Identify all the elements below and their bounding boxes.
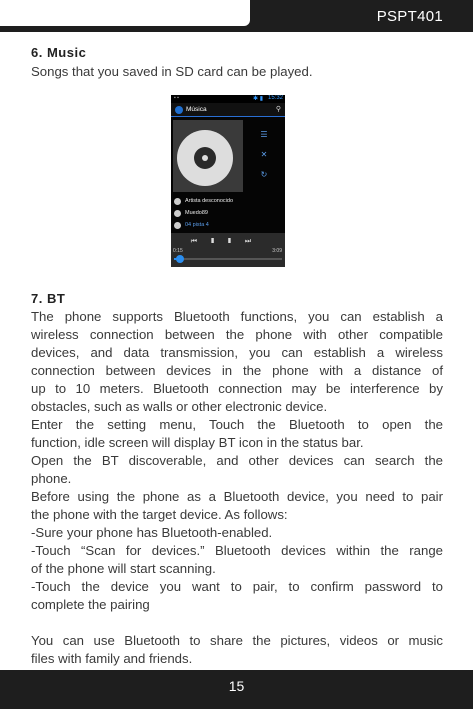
page-number: 15 — [228, 678, 245, 694]
music-text: Songs that you saved in SD card can be played. — [31, 64, 313, 79]
bt-step-3-line-2: complete the pairing — [31, 597, 150, 612]
bt-p1-line-5: up to 10 meters. Bluetooth connection may be interference by — [31, 381, 443, 396]
bt-p1-line-2: wireless connection between the phone with other compatible — [31, 327, 443, 342]
model-name: PSPT401 — [376, 8, 443, 25]
bt-p2-line-2: function, idle screen will display BT icon in the status bar. — [31, 435, 364, 450]
note-icon — [174, 222, 181, 229]
playlist-icon[interactable]: ☰ — [260, 130, 268, 139]
header-bar — [0, 0, 473, 32]
bt-step-2-line-2: of the phone will start scanning. — [31, 561, 216, 576]
bt-p3-line-1: Open the BT discoverable, and other devices can search the — [31, 453, 443, 468]
disc-icon — [177, 130, 233, 186]
next-icon[interactable]: ⏭ — [244, 238, 266, 245]
bt-p5-line-2: files with family and friends. — [31, 651, 193, 666]
phone-screenshot — [171, 95, 285, 267]
progress-knob[interactable] — [176, 255, 184, 263]
bt-p1-line-6: obstacles, such as walls or other electronic device. — [31, 399, 328, 414]
phone-status-bar — [171, 95, 285, 103]
bt-p3-line-2: phone. — [31, 471, 72, 486]
bt-p1-line-3: devices, and data transmission, you can establish a wireless — [31, 345, 443, 360]
total-time: 3:09 — [272, 248, 282, 254]
bt-p2-line-1: Enter the setting menu, Touch the Bluetooth to open the — [31, 417, 443, 432]
signal-icon: ✱ ▮ — [253, 96, 263, 102]
microphone-icon — [174, 198, 181, 205]
bt-p1-line-4: connection between devices in the phone with a distance of — [31, 363, 443, 378]
previous-icon[interactable]: ⏮ — [190, 238, 212, 245]
header-tab — [0, 0, 250, 26]
bt-p4-line-2: the phone with the target device. As follows: — [31, 507, 288, 522]
track-label: 04 pista 4 — [185, 222, 209, 228]
notification-icon: ▪ ▪ — [174, 95, 179, 101]
album-label: Muedo89 — [185, 210, 208, 216]
app-title: Música — [186, 106, 207, 113]
pause-icon[interactable]: ❚❚ — [211, 238, 245, 245]
repeat-icon[interactable]: ↻ — [260, 170, 268, 179]
bt-step-1: -Sure your phone has Bluetooth-enabled. — [31, 525, 273, 540]
playback-controls — [171, 233, 285, 267]
elapsed-time: 0:15 — [173, 248, 183, 254]
artist-label: Artista desconocido — [185, 198, 233, 204]
music-app-icon — [175, 106, 183, 114]
bt-heading: 7. BT — [31, 291, 66, 306]
album-row — [171, 208, 285, 219]
bt-p5-line-1: You can use Bluetooth to share the pictures, videos or music — [31, 633, 443, 648]
album-icon — [174, 210, 181, 217]
status-time: 15:32 — [267, 95, 283, 101]
search-icon[interactable]: ⚲ — [275, 106, 281, 113]
album-art — [173, 120, 243, 192]
bt-p1-line-1: The phone supports Bluetooth functions, you can establish a — [31, 309, 443, 324]
track-row — [171, 220, 285, 231]
artist-row — [171, 196, 285, 207]
music-app-bar — [171, 103, 285, 117]
bt-step-3-line-1: -Touch the device you want to pair, to confirm password to — [31, 579, 443, 594]
progress-track[interactable] — [174, 258, 282, 260]
shuffle-icon[interactable]: ✕ — [260, 150, 268, 159]
music-heading: 6. Music — [31, 45, 87, 60]
footer-bar — [0, 670, 473, 709]
side-controls — [251, 125, 277, 185]
bt-step-2-line-1: -Touch “Scan for devices.” Bluetooth devices within the range — [31, 543, 443, 558]
bt-p4-line-1: Before using the phone as a Bluetooth device, you need to pair — [31, 489, 443, 504]
